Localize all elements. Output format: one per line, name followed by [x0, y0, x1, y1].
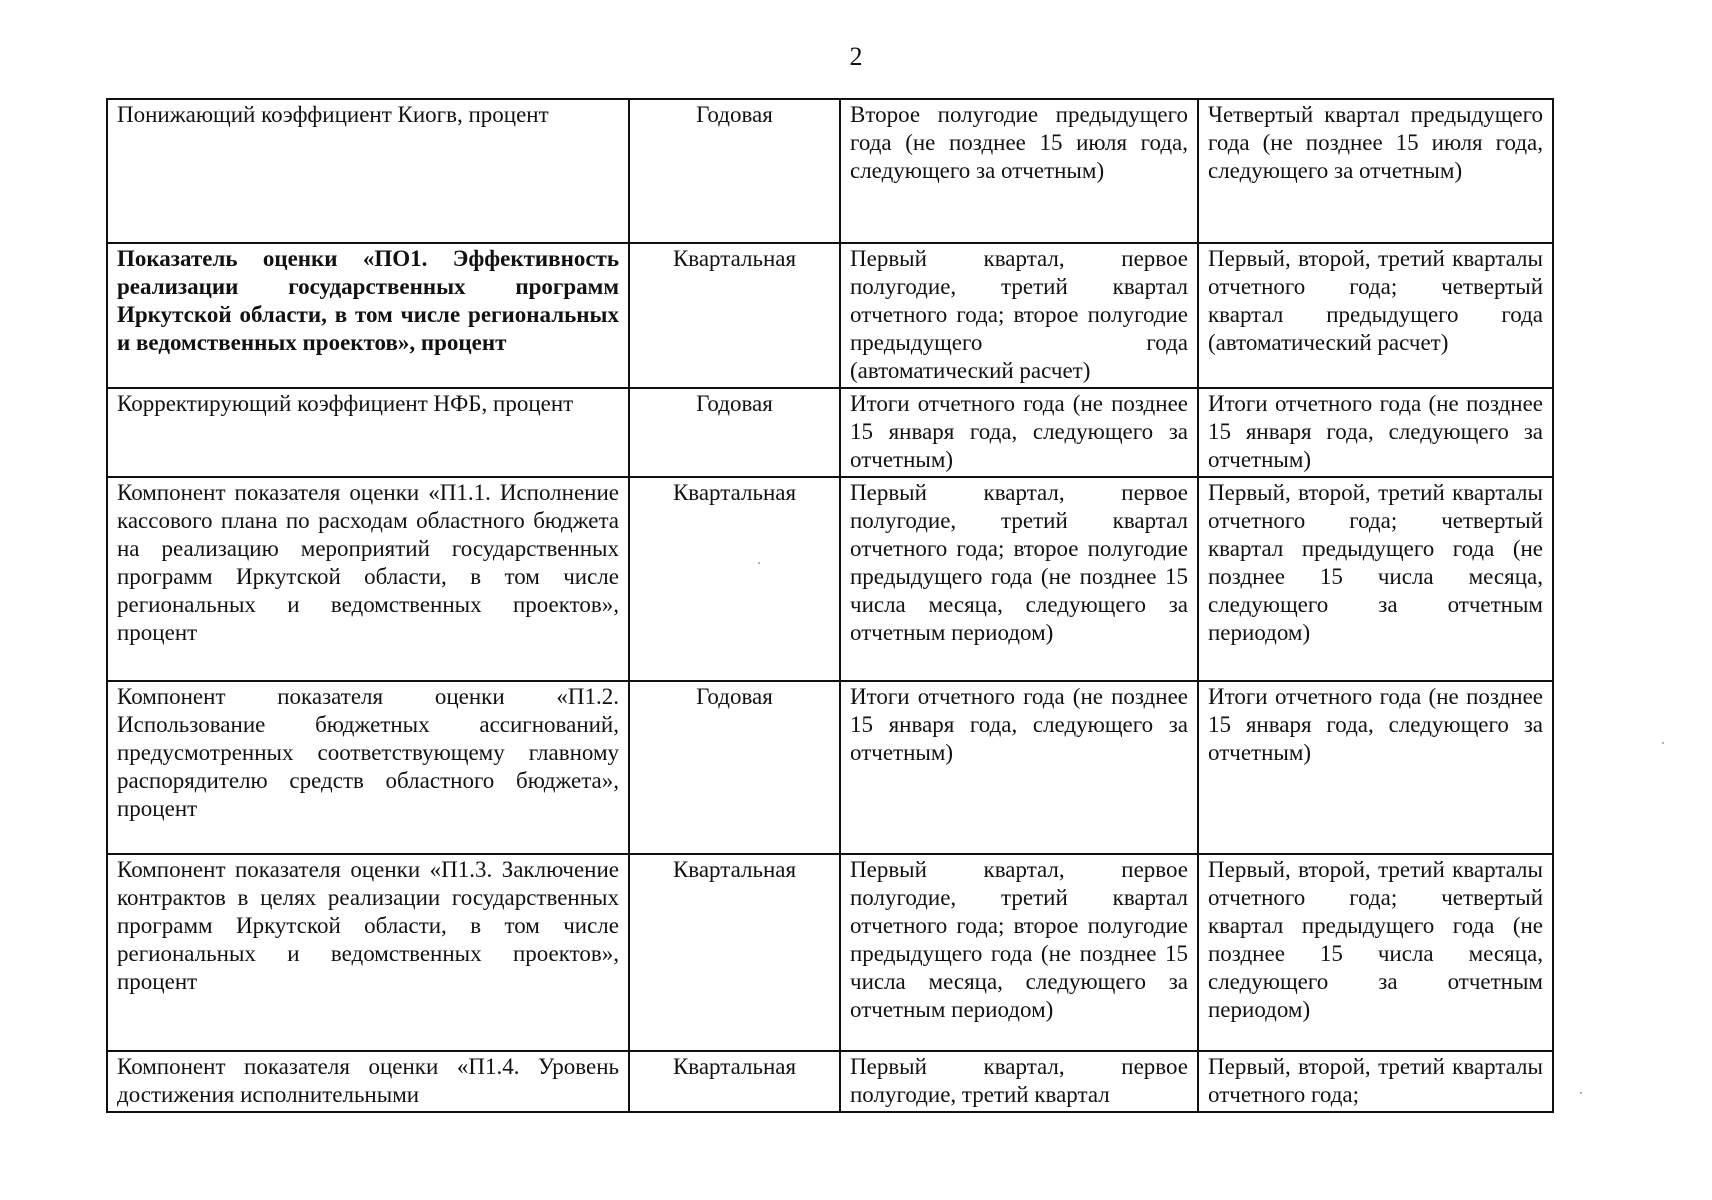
indicator-name-cell: Показатель оценки «ПО1. Эффективность реализации государственных программ Иркутской области, в том числе региональных и ведомственных проектов», процент	[107, 243, 629, 388]
table-row	[107, 477, 1553, 681]
frequency-cell: Годовая	[629, 99, 840, 243]
indicator-name-cell: Понижающий коэффициент Киогв, процент	[107, 99, 629, 243]
frequency-cell: Годовая	[629, 681, 840, 854]
scan-speck	[1580, 1092, 1582, 1094]
scan-speck	[758, 562, 760, 564]
frequency-text: Квартальная	[672, 1054, 797, 1079]
period-cell	[840, 1051, 1198, 1112]
indicator-name-text: Компонент показателя оценки «П1.4. Уровень достижения исполнительными	[117, 1054, 619, 1107]
frequency-cell: Квартальная	[629, 854, 840, 1051]
period-cell: Итоги отчетного года (не позднее 15 января года, следующего за отчетным)	[840, 681, 1198, 854]
indicator-name-cell	[107, 1051, 629, 1112]
period-cell: Первый квартал, первое полугодие, третий квартал отчетного года; второе полугодие предыдущего года (автоматический расчет)	[840, 243, 1198, 388]
frequency-cell: Квартальная	[629, 243, 840, 388]
period-cell: Второе полугодие предыдущего года (не позднее 15 июля года, следующего за отчетным)	[840, 99, 1198, 243]
table-row	[107, 681, 1553, 854]
scan-speck	[1662, 742, 1664, 744]
deadline-cell: Итоги отчетного года (не позднее 15 января года, следующего за отчетным)	[1198, 388, 1553, 477]
frequency-cell: Квартальная	[629, 477, 840, 681]
frequency-cell	[629, 1051, 840, 1112]
period-text: Первый квартал, первое полугодие, третий квартал	[850, 1054, 1188, 1107]
table-row	[107, 99, 1553, 243]
deadline-cell: Первый, второй, третий кварталы отчетного года; четвертый квартал предыдущего года (не позднее 15 числа месяца, следующего за отчетным периодом)	[1198, 854, 1553, 1051]
indicator-name-cell: Компонент показателя оценки «П1.2. Использование бюджетных ассигнований, предусмотренных соответствующему главному распорядителю средств областного бюджета», процент	[107, 681, 629, 854]
table-row	[107, 388, 1553, 477]
deadline-cell	[1198, 1051, 1553, 1112]
page-number: 2	[849, 42, 863, 71]
deadline-cell: Итоги отчетного года (не позднее 15 января года, следующего за отчетным)	[1198, 681, 1553, 854]
deadline-cell: Первый, второй, третий кварталы отчетного года; четвертый квартал предыдущего года (не позднее 15 числа месяца, следующего за отчетным периодом)	[1198, 477, 1553, 681]
indicator-table	[106, 98, 1554, 1113]
deadline-cell: Четвертый квартал предыдущего года (не позднее 15 июля года, следующего за отчетным)	[1198, 99, 1553, 243]
period-cell: Первый квартал, первое полугодие, третий квартал отчетного года; второе полугодие предыдущего года (не позднее 15 числа месяца, следующего за отчетным периодом)	[840, 854, 1198, 1051]
deadline-text: Первый, второй, третий кварталы отчетного года;	[1208, 1054, 1543, 1107]
table-row	[107, 1051, 1553, 1112]
table-row	[107, 243, 1553, 388]
period-cell: Итоги отчетного года (не позднее 15 января года, следующего за отчетным)	[840, 388, 1198, 477]
table-row	[107, 854, 1553, 1051]
indicator-name-cell: Корректирующий коэффициент НФБ, процент	[107, 388, 629, 477]
indicator-name-cell: Компонент показателя оценки «П1.1. Исполнение кассового плана по расходам областного бюджета на реализацию мероприятий государственных программ Иркутской области, в том числе региональных и ведомственных проектов», процент	[107, 477, 629, 681]
frequency-cell: Годовая	[629, 388, 840, 477]
period-cell: Первый квартал, первое полугодие, третий квартал отчетного года; второе полугодие предыдущего года (не позднее 15 числа месяца, следующего за отчетным периодом)	[840, 477, 1198, 681]
indicator-name-cell: Компонент показателя оценки «П1.3. Заключение контрактов в целях реализации государственных программ Иркутской области, в том числе региональных и ведомственных проектов», процент	[107, 854, 629, 1051]
deadline-cell: Первый, второй, третий кварталы отчетного года; четвертый квартал предыдущего года (автоматический расчет)	[1198, 243, 1553, 388]
